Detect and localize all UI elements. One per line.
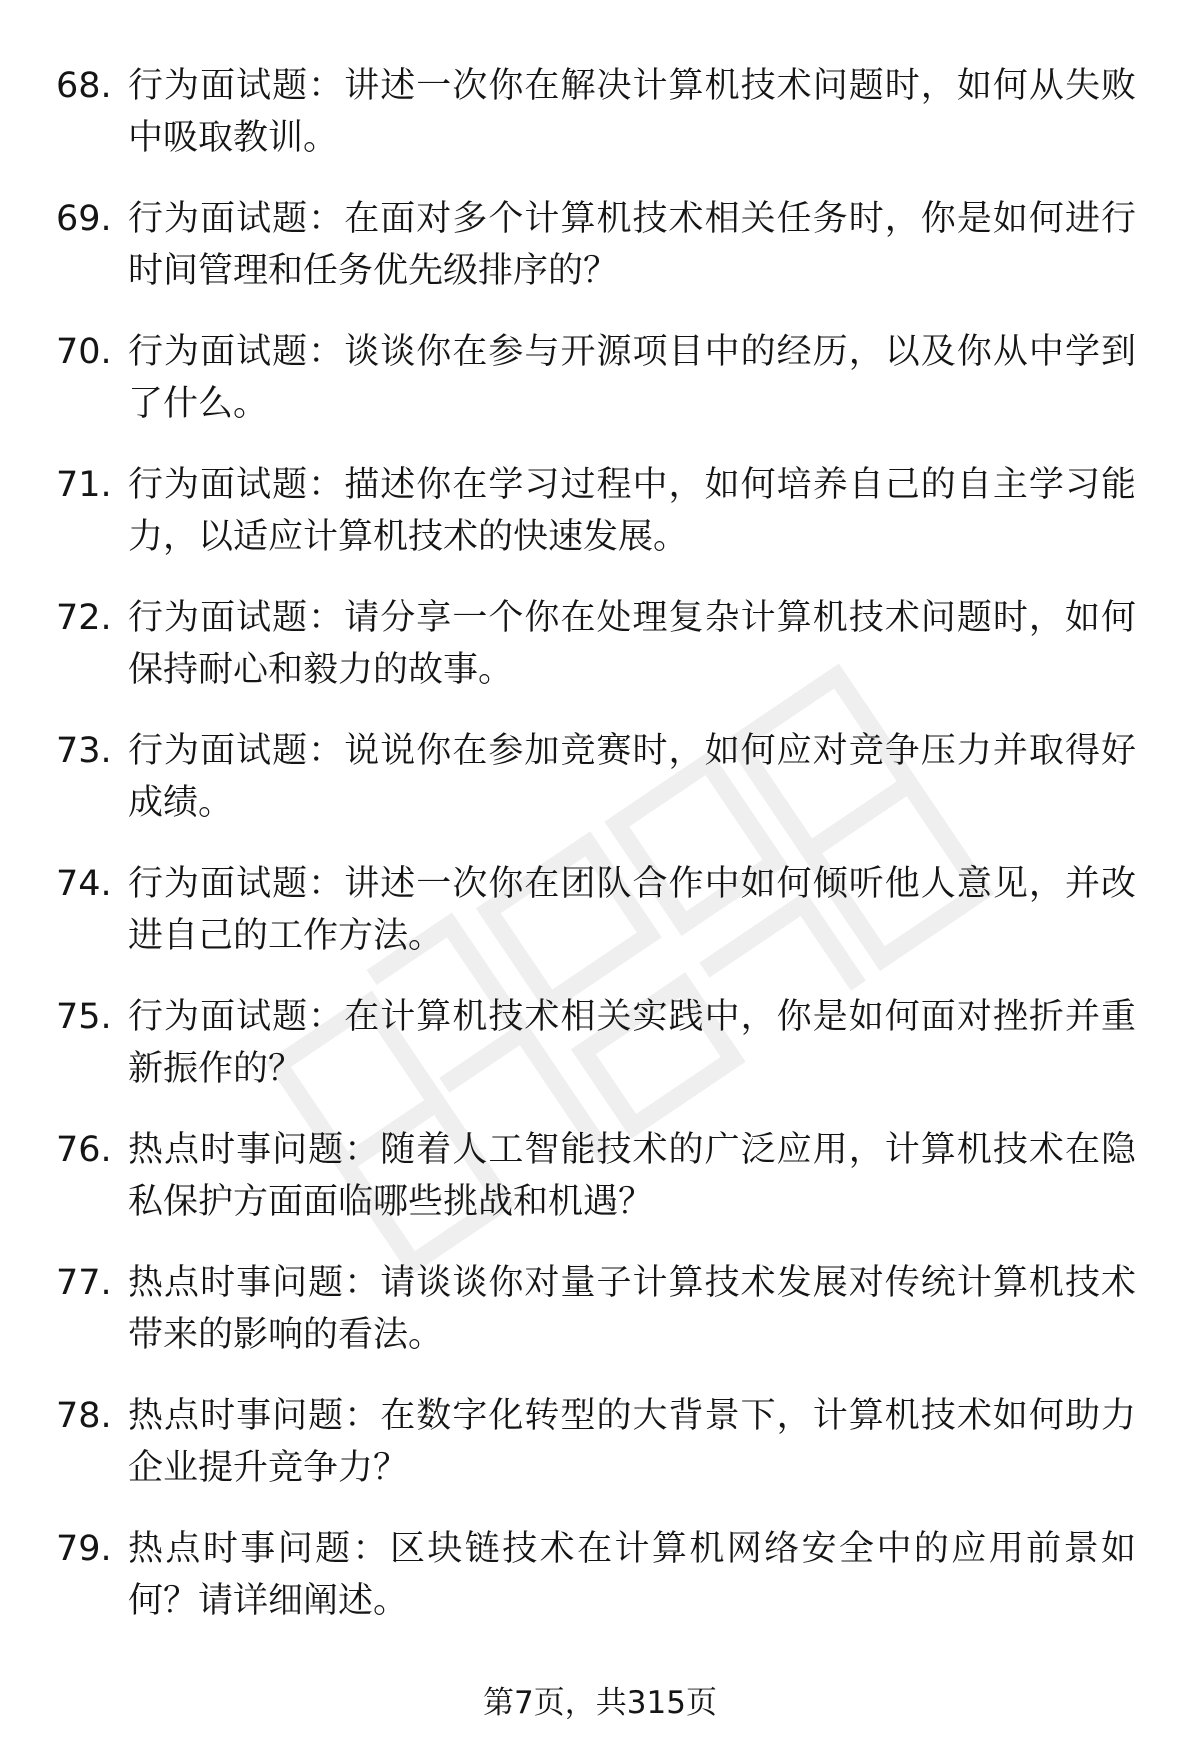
question-text: 热点时事问题：随着人工智能技术的广泛应用，计算机技术在隐私保护方面面临哪些挑战和机遇？ xyxy=(128,1130,1136,1222)
list-item xyxy=(56,1523,1140,1656)
question-number: 74. xyxy=(56,864,112,904)
question-number: 71. xyxy=(56,465,112,505)
question-text: 行为面试题：谈谈你在参与开源项目中的经历，以及你从中学到了什么。 xyxy=(128,332,1136,424)
question-number: 78. xyxy=(56,1396,112,1436)
list-item xyxy=(56,326,1140,459)
question-number: 68. xyxy=(56,66,112,106)
page-footer: 第7页，共315页 xyxy=(483,1685,717,1721)
list-item xyxy=(56,991,1140,1124)
question-text: 行为面试题：在计算机技术相关实践中，你是如何面对挫折并重新振作的？ xyxy=(128,997,1136,1089)
question-text: 行为面试题：请分享一个你在处理复杂计算机技术问题时，如何保持耐心和毅力的故事。 xyxy=(128,598,1136,690)
question-number: 79. xyxy=(56,1529,112,1569)
question-text: 热点时事问题：在数字化转型的大背景下，计算机技术如何助力企业提升竞争力？ xyxy=(128,1396,1136,1488)
question-text: 热点时事问题：区块链技术在计算机网络安全中的应用前景如何？请详细阐述。 xyxy=(128,1529,1136,1621)
list-item xyxy=(56,1390,1140,1523)
question-number: 76. xyxy=(56,1130,112,1170)
list-item xyxy=(56,592,1140,725)
question-text: 热点时事问题：请谈谈你对量子计算技术发展对传统计算机技术带来的影响的看法。 xyxy=(128,1263,1136,1355)
question-text: 行为面试题：讲述一次你在团队合作中如何倾听他人意见，并改进自己的工作方法。 xyxy=(128,864,1136,956)
question-number: 72. xyxy=(56,598,112,638)
list-item xyxy=(56,1257,1140,1390)
list-item xyxy=(56,725,1140,858)
list-item xyxy=(56,60,1140,193)
question-text: 行为面试题：说说你在参加竞赛时，如何应对竞争压力并取得好成绩。 xyxy=(128,731,1136,823)
question-text: 行为面试题：在面对多个计算机技术相关任务时，你是如何进行时间管理和任务优先级排序的？ xyxy=(128,199,1136,291)
list-item xyxy=(56,193,1140,326)
list-item xyxy=(56,1124,1140,1257)
list-item xyxy=(56,858,1140,991)
question-text: 行为面试题：讲述一次你在解决计算机技术问题时，如何从失败中吸取教训。 xyxy=(128,66,1136,158)
question-number: 70. xyxy=(56,332,112,372)
question-number: 73. xyxy=(56,731,112,771)
list-item xyxy=(56,459,1140,592)
question-number: 69. xyxy=(56,199,112,239)
question-list xyxy=(56,60,1140,1656)
question-text: 行为面试题：描述你在学习过程中，如何培养自己的自主学习能力，以适应计算机技术的快速发展。 xyxy=(128,465,1136,557)
question-number: 75. xyxy=(56,997,112,1037)
question-number: 77. xyxy=(56,1263,112,1303)
